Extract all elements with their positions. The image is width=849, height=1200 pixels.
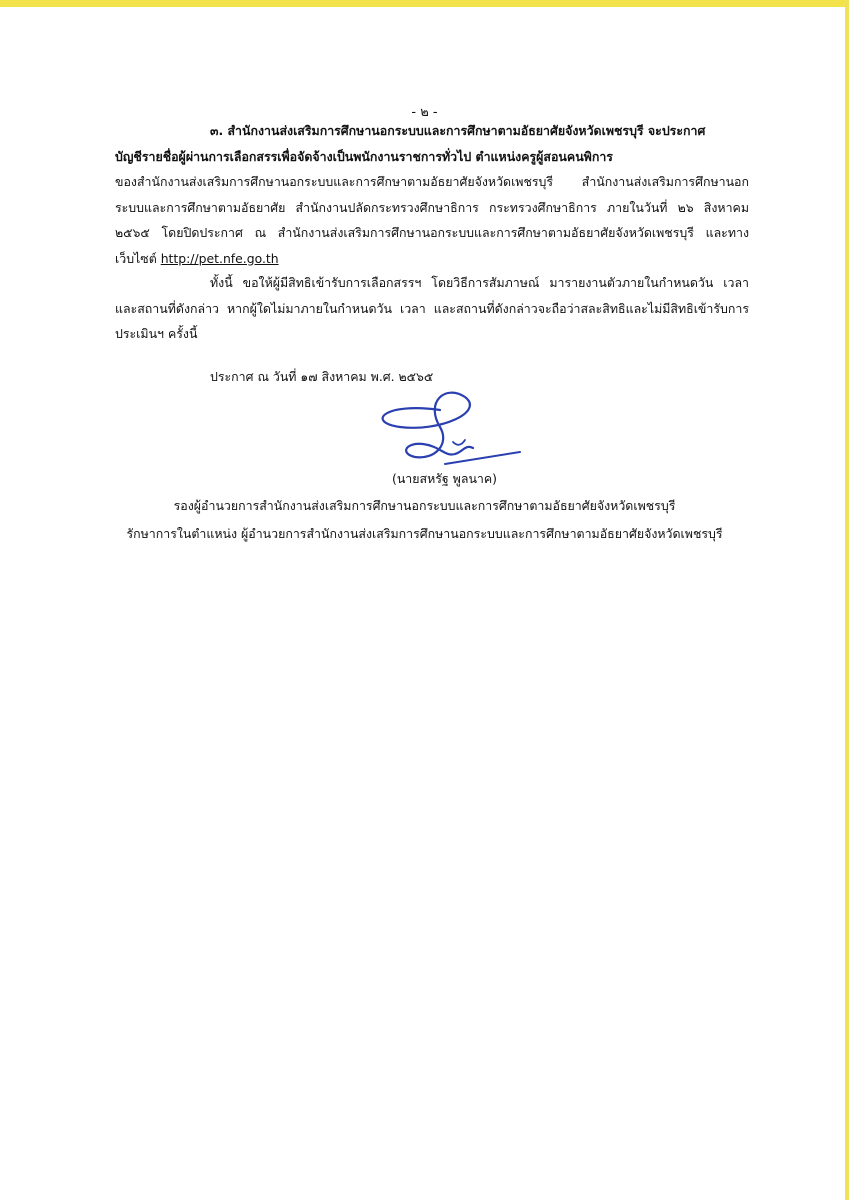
top-yellow-border <box>0 0 849 7</box>
paragraph-body: ของสำนักงานส่งเสริมการศึกษานอกระบบและการศึกษาตามอัธยาศัยจังหวัดเพชรบุรี สำนักงานส่งเสริมการศึกษานอกระบบและการศึกษาตามอัธยาศัย สำนักงานปลัดกระทรวงศึกษาธิการ กระทรวงศึกษาธิการ ภายในวันที่ ๒๖ สิงหาคม ๒๕๖๕ โดยปิดประกาศ ณ สำนักงานส่งเสริมการศึกษานอกระบบและการศึกษาตามอัธยาศัยจังหวัดเพชรบุรี และทางเว็บไซต์ <box>115 174 749 266</box>
paragraph-bold-line: บัญชีรายชื่อผู้ผ่านการเลือกสรรเพื่อจัดจ้างเป็นพนักงานราชการทั่วไป ตำแหน่งครูผู้สอนคนพิการ <box>115 148 613 164</box>
signer-title-line-2: รักษาการในตำแหน่ง ผู้อำนวยการสำนักงานส่งเสริมการศึกษานอกระบบและการศึกษาตามอัธยาศัยจังหวัดเพชรบุรี <box>126 526 723 541</box>
page-number: - ๒ - <box>411 105 438 120</box>
signature-image <box>345 382 525 472</box>
signer-name: (นายสหรัฐ พูลนาค) <box>392 471 497 486</box>
paragraph-notice <box>115 270 749 347</box>
website-link[interactable]: http://pet.nfe.go.th <box>160 250 279 266</box>
right-yellow-border <box>845 0 849 1200</box>
notice-text: ทั้งนี้ ขอให้ผู้มีสิทธิเข้ารับการเลือกสรรฯ โดยวิธีการสัมภาษณ์ มารายงานตัวภายในกำหนดวัน เวลา และสถานที่ดังกล่าว หากผู้ใดไม่มาภายในกำหนดวัน เวลา และสถานที่ดังกล่าวจะถือว่าสละสิทธิและไม่มีสิทธิเข้ารับการประเมินฯ ครั้งนี้ <box>115 275 749 341</box>
announcement-date: ประกาศ ณ วันที่ ๑๗ สิงหาคม พ.ศ. ๒๕๖๕ <box>210 369 434 384</box>
signer-title-line-1: รองผู้อำนวยการสำนักงานส่งเสริมการศึกษานอกระบบและการศึกษาตามอัธยาศัยจังหวัดเพชรบุรี <box>173 498 676 513</box>
paragraph-lead: ๓. สำนักงานส่งเสริมการศึกษานอกระบบและการศึกษาตามอัธยาศัยจังหวัดเพชรบุรี จะประกาศ <box>210 123 706 138</box>
paragraph-announcement <box>115 118 749 271</box>
